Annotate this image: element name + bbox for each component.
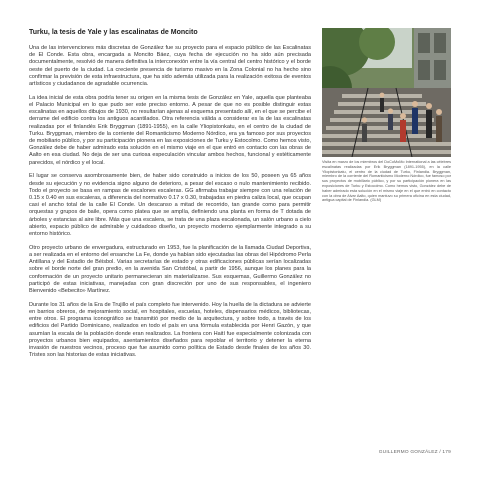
paragraph: El lugar se conserva asombrosamente bien, de haber sido construido a inicios de los 50, poseen ya 65 años desde su ejecución y no evidencia signo alguno de deterioro, a pesar del escaso o nulo mantenimiento recibido. Todo el proyecto se basa en rampas de escalones escaleras. GG afirmaba trabajar siempre con una relación de 0.15 x 0.40 en sus escaleras, a diferencia del normativo 0.17 x 0.30, trabajadas en piedra caliza local, que ocupan casi el ancho total de la calle El Conde. Un descanso a mitad de recorrido, tan grande como para permitir orquestas y grupos de baile, opera como platea que se amplía, definiendo una planta en forma de T dotada de árboles y estancias al aire libre. Más que una escalera, se trata de una plaza escalonada, un salón urbano a cielo abierto, espacio público de admirable y cuidadoso diseño, un proyecto moderno ejemplarmente integrado a su entorno histórico. xyxy=(29,173,311,238)
paragraph: La idea inicial de esta obra podría tener su origen en la misma tesis de González en Yale, aquella que planteaba el Palacio Municipal en lo que pudo ser este preciso entorno. A pesar de que no es posible distinguir estas escalinatas en aquellos dibujos de 1930, no resultarían ajenas al esquema presentado allí, en el que se percibe el derrame del edificio contra los antiguos acantilados. Otra referencia válida a considerar es la de las escalinatas realizadas por el finlandés Erik Bryggman (1891-1955), en la calle Yliopistonkatu, en el centro de la ciudad de Turku. Bryggman, miembro de la corriente del Romanticismo Moderno Nórdico, era ya famoso por sus proyectos de mobiliario público, y por su participación pionera en las exposiciones de Turku y Estocolmo. Como hemos visto, González debe de haber admirado esta solución en el mismo viaje en el que entró en contacto con las obras de Aalto en esa ciudad. No deja de ser una curiosa especulación vincular ambos hechos, funcional y estéticamente parecidos, el nórdico y el local. xyxy=(29,94,311,166)
article-body xyxy=(29,45,311,366)
stairway-photo xyxy=(322,28,451,157)
stairway-photo-illustration xyxy=(322,28,451,157)
photo-caption: Visita en marzo de los miembros del DoCoMoMo International a las célebres escalinatas realizadas por Erik Bryggman (1891-1955), en la calle Yliopistonkatu, el centro de la ciudad de Turku, Finlandia. Bryggman, miembro de la corriente del Romanticismo Moderno Nórdico, fue famoso por sus proyectos de mobiliario público, y por su participación pionera en las exposiciones de Turku y Estocolmo. Como hemos visto, González debe de haber admirado esta solución en el mismo viaje en el que entró en contacto con la obra de Alvar Aalto, quien mantuvo su primera oficina en esta ciudad, antigua capital de Finlandia. (GLM) xyxy=(322,160,451,203)
paragraph: Otro proyecto urbano de envergadura, estructurado en 1953, fue la planificación de la llamada Ciudad Deportiva, a ser realizada en el entorno del ensanche La Fe, donde ya habían sido ejecutadas las obras del Hipódromo Perla Antillana y del Estadio de Béisbol. Varias secretarías de estado y otras edificaciones públicas serían localizadas sobre el borde norte del gran predio, en la avenida San Cristóbal, a partir de 1956, aunque los planes para la conformación de un proyecto unitario permanecieran sin materializarse. Sus esquemas, Guillermo González no participó de estas iniciativas, manejadas con gran discreción por uno de sus responsables, el ingeniero Bienvenido «Bebecito» Martínez. xyxy=(29,244,311,295)
paragraph: Durante los 31 años de la Era de Trujillo el país completo fue intervenido. Hoy la huella de la dictadura se advierte en barrios obreros, de mejoramiento social, en hospitales, escuelas, hoteles, dispensarios médicos, bibliotecas, entre otros. El programa iconográfico se transmitió por medio de la arquitectura, y sobre todo, a través de los edificios del Partido Dominicano, realizados en todo el país en una fórmula establecida por Henri Gazón, y que asumían la escala de la población donde eran realizados. La frontera con Haití fue especialmente colonizada con proyectos urbanos bien equipados, asentamientos diseñados para repoblar el territorio y detener la eterna invasión de nuestros vecinos, proceso que fue asumido como política de Estado desde finales de los años 30. Tristes son las historias de estas iniciativas. xyxy=(29,301,311,359)
article-title: Turku, la tesis de Yale y las escalinatas de Moncito xyxy=(29,29,198,36)
paragraph: Una de las intervenciones más discretas de González fue su proyecto para el espacio público de las Escalinatas de El Conde. Esta obra, encargada a Moncito Báez, cuya fecha de ejecución no ha sido aún precisada documentalmente, resolvió de manera definitiva la interconexión entre la vía central del centro histórico y el borde oeste del puerto de la ciudad. La creciente presencia de turismo masivo en la Zona Colonial no ha hecho sino confirmar la previsión de esta infraestructura, que ha sido además utilizada para la realización exitosa de eventos artísticos y ciudadanos de agradable ocurrencia. xyxy=(29,45,311,88)
page-footer: GUILLERMO GONZÁLEZ / 179 xyxy=(378,450,451,455)
